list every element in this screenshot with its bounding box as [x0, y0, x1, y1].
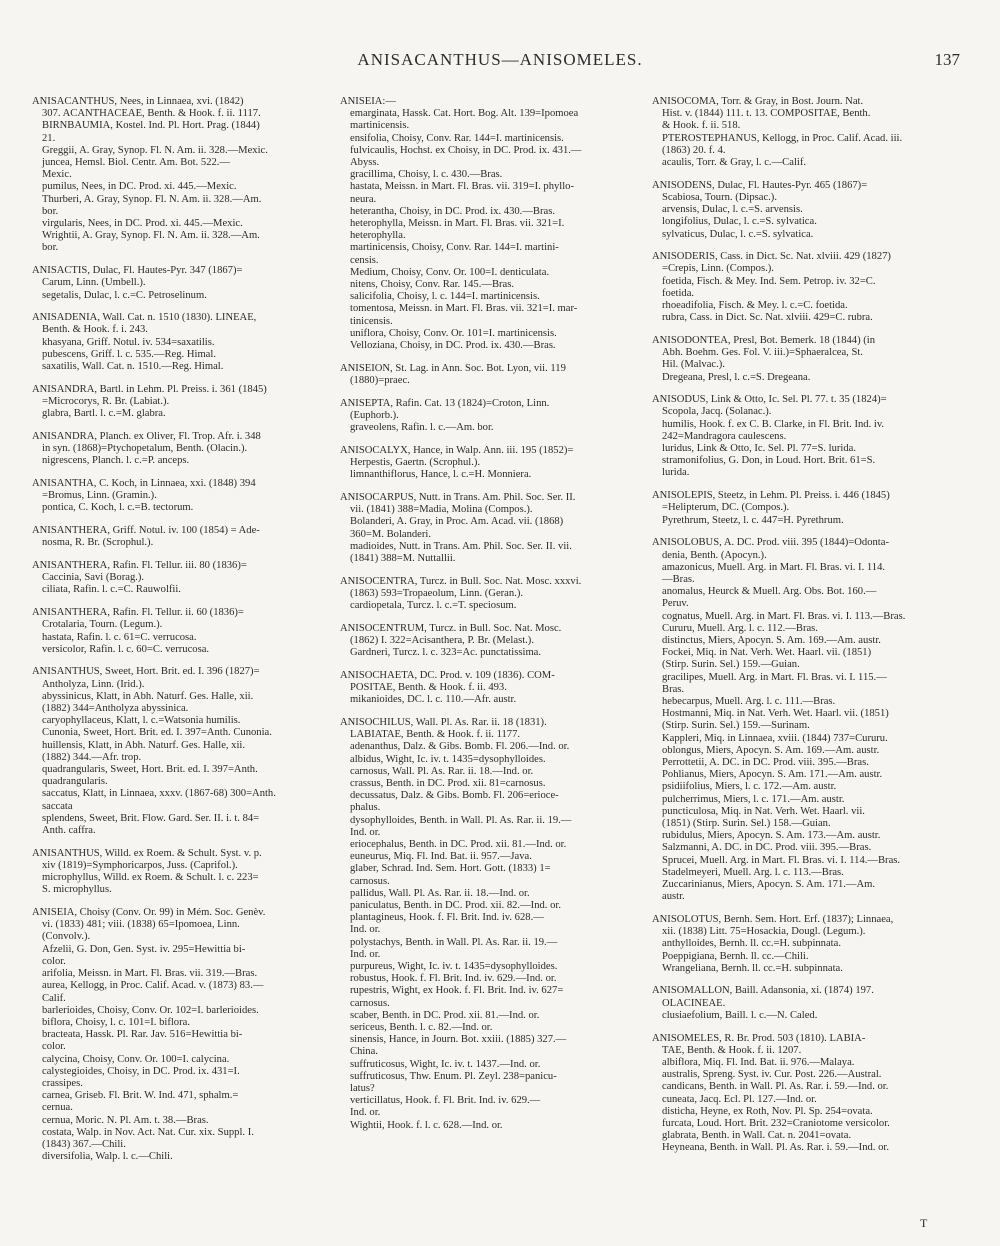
- entry-line: Crotalaria, Tourn. (Legum.).: [42, 619, 163, 631]
- entry-heading-line: ANISEPTA, Rafin. Cat. 13 (1824)=Croton, Linn.: [340, 397, 550, 409]
- entry: [340, 670, 632, 707]
- entry: [340, 576, 632, 613]
- entry: [340, 363, 632, 387]
- entry-line: color.: [42, 1041, 66, 1053]
- entry: [652, 180, 964, 241]
- entry-line: OLACINEAE.: [662, 997, 726, 1009]
- entry-line: (Euphorb.).: [350, 409, 399, 421]
- entry: [652, 490, 964, 527]
- entry-line: pumilus, Nees, in DC. Prod. xi. 445.—Mexic.: [42, 181, 237, 193]
- entry-line: POSITAE, Benth. & Hook. f. ii. 493.: [350, 682, 507, 694]
- entry-heading-line: ANISOMALLON, Baill. Adansonia, xi. (1874) 197.: [652, 985, 874, 997]
- entry-line: ensifolia, Choisy, Conv. Rar. 144=I. martinicensis.: [350, 132, 564, 144]
- entry-line: Perrottetii, A. DC. in DC. Prod. viii. 395.—Bras.: [662, 756, 869, 768]
- entry-line: rubidulus, Miers, Apocyn. S. Am. 173.—Am. austr.: [662, 830, 881, 842]
- entry-line: gracillima, Choisy, l. c. 430.—Bras.: [350, 169, 503, 181]
- entry-line: candicans, Benth. in Wall. Pl. As. Rar. i. 59.—Ind. or.: [662, 1081, 889, 1093]
- entry-line: barlerioides, Choisy, Conv. Or. 102=I. barlerioides.: [42, 1004, 259, 1016]
- entry-line: (1863) 593=Tropaeolum, Linn. (Geran.).: [350, 587, 523, 599]
- entry-line: phalus.: [350, 802, 381, 814]
- entry-line: (1862) I. 322=Acisanthera, P. Br. (Melast.).: [350, 634, 534, 646]
- entry-line: Hostmanni, Miq. in Nat. Verh. Wet. Haarl. vii. (1851): [662, 708, 889, 720]
- entry-line: nigrescens, Planch. l. c.=P. anceps.: [42, 455, 190, 467]
- entry-line: denia, Benth. (Apocyn.).: [662, 549, 767, 561]
- entry-line: cernua, Moric. N. Pl. Am. t. 38.—Bras.: [42, 1114, 209, 1126]
- entry-line: BIRNBAUMIA, Kostel. Ind. Pl. Hort. Prag. (1844): [42, 120, 260, 132]
- entry-line: Ind. or.: [350, 948, 381, 960]
- entry-line: tinicensis.: [350, 315, 393, 327]
- entry-line: longifolius, Dulac, l. c.=S. sylvatica.: [662, 216, 817, 228]
- entry-heading-line: ANISOCHILUS, Wall. Pl. As. Rar. ii. 18 (1831).: [340, 716, 547, 728]
- entry-line: carnea, Griseb. Fl. Brit. W. Ind. 471, sphalm.=: [42, 1090, 239, 1102]
- entry-line: Cururu, Muell. Arg. l. c. 112.—Bras.: [662, 622, 818, 634]
- entry-line: Medium, Choisy, Conv. Or. 100=I. denticulata.: [350, 266, 550, 278]
- entry-line: (Convolv.).: [42, 931, 91, 943]
- entry-line: censis.: [350, 254, 379, 266]
- entry-line: Wightii, Hook. f. l. c. 628.—Ind. or.: [350, 1119, 503, 1131]
- entry-line: caryophyllaceus, Klatt, l. c.=Watsonia humilis.: [42, 715, 241, 727]
- entry-line: gracilipes, Muell. Arg. in Mart. Fl. Bras. vi. I. 115.—: [662, 671, 887, 683]
- entry-line: —Bras.: [662, 573, 695, 585]
- entry-line: diversifolia, Walp. l. c.—Chili.: [42, 1151, 173, 1163]
- entry-line: hebecarpus, Muell. Arg. l. c. 111.—Bras.: [662, 695, 836, 707]
- entry-line: (1863) 20. f. 4.: [662, 144, 726, 156]
- entry-line: cuneata, Jacq. Ecl. Pl. 127.—Ind. or.: [662, 1093, 817, 1105]
- entry-heading-line: ANISOLEPIS, Steetz, in Lehm. Pl. Preiss. i. 446 (1845): [652, 490, 890, 502]
- entry-line: TAE, Benth. & Hook. f. ii. 1207.: [662, 1044, 802, 1056]
- entry-line: rhoeadifolia, Fisch. & Mey. l. c.=C. foetida.: [662, 300, 848, 312]
- entry-line: Ind. or.: [350, 1107, 381, 1119]
- entry-line: =Helipterum, DC. (Compos.).: [662, 502, 790, 514]
- entry-heading-line: ANISADENIA, Wall. Cat. n. 1510 (1830). LINEAE,: [32, 312, 257, 324]
- entry-line: Velloziana, Choisy, in DC. Prod. ix. 430.—Bras.: [350, 340, 556, 352]
- entry-line: abyssinicus, Klatt, in Abh. Naturf. Ges. Halle, xii.: [42, 690, 254, 702]
- entry-line: Ind. or.: [350, 924, 381, 936]
- entry-line: martinicensis.: [350, 120, 410, 132]
- entry-line: aurea, Kellogg, in Proc. Calif. Acad. v. (1873) 83.—: [42, 980, 264, 992]
- entry-heading-line: ANISACANTHUS, Nees, in Linnaea, xvi. (1842): [32, 96, 244, 107]
- entry-line: Bolanderi, A. Gray, in Proc. Am. Acad. vii. (1868): [350, 516, 564, 528]
- entry: [32, 560, 320, 597]
- entry-heading-line: ANISODERIS, Cass. in Dict. Sc. Nat. xlviii. 429 (1827): [652, 251, 891, 263]
- column-3: [652, 96, 964, 1165]
- entry-line: bor.: [42, 205, 59, 217]
- entry: [652, 985, 964, 1022]
- entry-line: Calif.: [42, 992, 66, 1004]
- entry-line: acaulis, Torr. & Gray, l. c.—Calif.: [662, 157, 807, 169]
- entry-line: S. microphyllus.: [42, 884, 112, 896]
- entry-line: Sprucei, Muell. Arg. in Mart. Fl. Bras. vi. I. 114.—Bras.: [662, 854, 901, 866]
- entry-line: Hil. (Malvac.).: [662, 359, 725, 371]
- entry-line: bracteata, Hassk. Pl. Rar. Jav. 516=Hewittia bi-: [42, 1029, 243, 1041]
- entry-line: PTEROSTEPHANUS, Kellogg, in Proc. Calif. Acad. iii.: [662, 132, 903, 144]
- entry: [652, 96, 964, 169]
- entry-line: furcata, Loud. Hort. Brit. 232=Craniotome versicolor.: [662, 1117, 890, 1129]
- entry: [32, 907, 320, 1163]
- entry-line: 360=M. Bolanderi.: [350, 528, 432, 540]
- entry-line: graveolens, Rafin. l. c.—Am. bor.: [350, 422, 494, 434]
- entry-line: heterophylla.: [350, 230, 406, 242]
- entry-line: 242=Mandragora caulescens.: [662, 430, 787, 442]
- entry-line: China.: [350, 1046, 378, 1058]
- entry-line: limnanthiflorus, Hance, l. c.=H. Monniera.: [350, 469, 532, 481]
- entry: [340, 492, 632, 565]
- entry-heading-line: ANISOCENTRUM, Turcz. in Bull. Soc. Nat. Mosc.: [340, 622, 562, 634]
- entry: [340, 96, 632, 352]
- entry-line: saccata: [42, 800, 73, 812]
- entry: [32, 384, 320, 421]
- entry-heading-line: ANISANDRA, Planch. ex Oliver, Fl. Trop. Afr. i. 348: [32, 430, 261, 442]
- entry-line: Afzelii, G. Don, Gen. Syst. iv. 295=Hewittia bi-: [42, 943, 246, 955]
- entry-line: 307. ACANTHACEAE, Benth. & Hook. f. ii. 1117.: [42, 108, 261, 120]
- entry: [32, 607, 320, 656]
- entry: [652, 1033, 964, 1155]
- entry-line: stramonifolius, G. Don, in Loud. Hort. Brit. 61=S.: [662, 455, 876, 467]
- entry-line: cardiopetala, Turcz. l. c.=T. speciosum.: [350, 600, 517, 612]
- entry-heading-line: ANISOCALYX, Hance, in Walp. Ann. iii. 195 (1852)=: [340, 444, 574, 456]
- entry-line: =Crepis, Linn. (Compos.).: [662, 263, 774, 275]
- entry-heading-line: ANISEIA, Choisy (Conv. Or. 99) in Mém. Soc. Genèv.: [32, 907, 266, 919]
- entry-heading-line: ANISEIA:—: [340, 96, 396, 107]
- entry-line: calycina, Choisy, Conv. Or. 100=I. calycina.: [42, 1053, 230, 1065]
- entry-line: neura.: [350, 193, 377, 205]
- entry-line: australis, Spreng. Syst. iv. Cur. Post. 226.—Austral.: [662, 1069, 882, 1081]
- entry-line: pulcherrimus, Miers, l. c. 171.—Am. austr.: [662, 793, 845, 805]
- entry-line: sericeus, Benth. l. c. 82.—Ind. or.: [350, 1022, 493, 1034]
- entry-line: robustus, Hook. f. Fl. Brit. Ind. iv. 629.—Ind. or.: [350, 973, 557, 985]
- entry-line: crassipes.: [42, 1077, 83, 1089]
- entry-line: Kappleri, Miq. in Linnaea, xviii. (1844) 737=Cururu.: [662, 732, 888, 744]
- entry-line: Greggii, A. Gray, Synop. Fl. N. Am. ii. 328.—Mexic.: [42, 144, 268, 156]
- entry-line: verticillatus, Hook. f. Fl. Brit. Ind. iv. 629.—: [350, 1095, 541, 1107]
- entry-line: in syn. (1868)=Ptychopetalum, Benth. (Olacin.).: [42, 443, 248, 455]
- running-title: ANISACANTHUS—ANISOMELES.: [357, 50, 643, 69]
- entry-line: purpureus, Wight, Ic. iv. t. 1435=dysophylloides.: [350, 961, 558, 972]
- entry-line: carnosus.: [350, 997, 390, 1009]
- entry-line: dysophylloides, Benth. in Wall. Pl. As. Rar. ii. 19.—: [350, 814, 572, 826]
- column-2: [340, 96, 632, 1142]
- entry-heading-line: ANISODENS, Dulac, Fl. Hautes-Pyr. 465 (1867)=: [652, 179, 868, 191]
- entry-line: Caccinia, Savi (Borag.).: [42, 572, 145, 584]
- entry-line: rupestris, Wight, ex Hook. f. Fl. Brit. Ind. iv. 627=: [350, 985, 564, 997]
- entry-line: color.: [42, 955, 66, 967]
- entry-line: decussatus, Dalz. & Gibs. Bomb. Fl. 206=erioce-: [350, 790, 559, 802]
- entry-line: =Bromus, Linn. (Gramin.).: [42, 490, 157, 502]
- entry-line: Bras.: [662, 683, 685, 695]
- entry-line: (1882) 344=Antholyza abyssinica.: [42, 703, 189, 715]
- entry-line: carnosus, Wall. Pl. As. Rar. ii. 18.—Ind. or.: [350, 765, 534, 777]
- entry-line: uniflora, Choisy, Conv. Or. 101=I. martinicensis.: [350, 327, 557, 339]
- entry-line: luridus, Link & Otto, Ic. Sel. Pl. 77=S. lurida.: [662, 443, 857, 455]
- entry-line: tomentosa, Meissn. in Mart. Fl. Bras. vii. 321=I. mar-: [350, 303, 578, 315]
- entry-line: eriocephalus, Benth. in DC. Prod. xii. 81.—Ind. or.: [350, 838, 567, 850]
- entry-line: Hist. v. (1844) 111. t. 13. COMPOSITAE, Benth.: [662, 108, 871, 120]
- entry-line: sylvaticus, Dulac, l. c.=S. sylvatica.: [662, 228, 814, 240]
- entry-line: scaber, Benth. in DC. Prod. xii. 81.—Ind. or.: [350, 1009, 540, 1021]
- entry-line: crassus, Benth. in DC. Prod. xii. 81=carnosus.: [350, 777, 546, 789]
- entry-line: (1843) 367.—Chili.: [42, 1138, 126, 1150]
- entry-line: glabrata, Benth. in Wall. Cat. n. 2041=ovata.: [662, 1130, 852, 1142]
- entry-line: hastata, Meissn. in Mart. Fl. Bras. vii. 319=I. phyllo-: [350, 181, 575, 193]
- entry-line: vi. (1833) 481; viii. (1838) 65=Ipomoea, Linn.: [42, 919, 240, 931]
- entry-line: suffruticosus, Thw. Enum. Pl. Zeyl. 238=panicu-: [350, 1070, 557, 1082]
- entry-line: Dregeana, Presl, l. c.=S. Dregeana.: [662, 371, 811, 383]
- entry-line: Wrightii, A. Gray, Synop. Fl. N. Am. ii. 328.—Am.: [42, 230, 260, 242]
- entry-heading-line: ANISODUS, Link & Otto, Ic. Sel. Pl. 77. t. 35 (1824)=: [652, 394, 887, 406]
- entry-line: quadrangularis.: [42, 776, 108, 788]
- entry-line: nitens, Choisy, Conv. Rar. 145.—Bras.: [350, 279, 515, 291]
- entry-heading-line: ANISOCOMA, Torr. & Gray, in Bost. Journ. Nat.: [652, 96, 864, 107]
- entry-line: Gardneri, Turcz. l. c. 323=Ac. punctatissima.: [350, 647, 542, 659]
- entry-line: nosma, R. Br. (Scrophul.).: [42, 537, 154, 549]
- entry-heading-line: ANISOCENTRA, Turcz. in Bull. Soc. Nat. Mosc. xxxvi.: [340, 575, 582, 587]
- entry-line: microphyllus, Willd. ex Roem. & Schult. l. c. 223=: [42, 872, 259, 884]
- entry-line: LABIATAE, Benth. & Hook. f. ii. 1177.: [350, 729, 521, 741]
- entry-heading-line: ANISOLOTUS, Bernh. Sem. Hort. Erf. (1837); Linnaea,: [652, 913, 894, 925]
- entry-line: Pyrethrum, Steetz, l. c. 447=H. Pyrethrum.: [662, 514, 844, 526]
- entry-line: martinicensis, Choisy, Conv. Rar. 144=I. martini-: [350, 242, 559, 254]
- entry: [32, 312, 320, 373]
- entry-line: pontica, C. Koch, l. c.=B. tectorum.: [42, 502, 194, 514]
- entry-line: carnosus.: [350, 875, 390, 887]
- entry-line: sinensis, Hance, in Journ. Bot. xxiii. (1885) 327.—: [350, 1034, 567, 1046]
- entry-line: austr.: [662, 891, 685, 903]
- entry: [652, 335, 964, 384]
- entry-line: Scabiosa, Tourn. (Dipsac.).: [662, 191, 777, 203]
- entry-line: Zuccarinianus, Miers, Apocyn. S. Am. 171.—Am.: [662, 878, 876, 890]
- entry-line: & Hook. f. ii. 518.: [662, 120, 741, 132]
- entry-line: puncticulosa, Miq. in Nat. Verh. Wet. Haarl. vii.: [662, 805, 865, 817]
- entry-line: (1851) (Stirp. Surin. Sel.) 158.—Guian.: [662, 817, 831, 829]
- entry-line: Anth. caffra.: [42, 825, 96, 837]
- page-header: [0, 50, 1000, 72]
- entry-line: clusiaefolium, Baill. l. c.—N. Caled.: [662, 1009, 818, 1021]
- entry-line: latus?: [350, 1083, 375, 1095]
- entry-line: polystachys, Benth. in Wall. Pl. As. Rar. ii. 19.—: [350, 936, 558, 948]
- entry-line: Scopola, Jacq. (Solanac.).: [662, 406, 772, 418]
- entry-line: saxatilis, Wall. Cat. n. 1510.—Reg. Himal.: [42, 361, 224, 373]
- entry-line: splendens, Sweet, Brit. Flow. Gard. Ser. II. i. t. 84=: [42, 812, 260, 824]
- entry-line: Abyss.: [350, 157, 380, 169]
- entry-line: hastata, Rafin. l. c. 61=C. verrucosa.: [42, 631, 197, 643]
- entry: [652, 537, 964, 903]
- entry-line: rubra, Cass. in Dict. Sc. Nat. xlviii. 429=C. rubra.: [662, 312, 873, 324]
- entry-line: adenanthus, Dalz. & Gibs. Bomb. Fl. 206.—Ind. or.: [350, 741, 570, 753]
- signature-mark: T: [920, 1216, 928, 1230]
- entry-line: Peruv.: [662, 598, 689, 610]
- entry: [652, 914, 964, 975]
- column-1: [32, 96, 320, 1174]
- entry-line: oblongus, Miers, Apocyn. S. Am. 169.—Am. austr.: [662, 744, 880, 756]
- entry-line: khasyana, Griff. Notul. iv. 534=saxatilis.: [42, 336, 215, 348]
- page-number: 137: [934, 50, 960, 69]
- entry: [32, 666, 320, 837]
- entry-line: Ind. or.: [350, 826, 381, 838]
- entry-line: glabra, Bartl. l. c.=M. glabra.: [42, 408, 166, 420]
- entry-heading-line: ANISANTHA, C. Koch, in Linnaea, xxi. (1848) 394: [32, 477, 256, 489]
- entry: [340, 623, 632, 660]
- entry-line: Wrangeliana, Bernh. ll. cc.=H. subpinnata.: [662, 962, 843, 974]
- entry-heading-line: ANISOCARPUS, Nutt. in Trans. Am. Phil. Soc. Ser. II.: [340, 491, 576, 503]
- entry-line: (1882) 344.—Afr. trop.: [42, 751, 142, 763]
- entry-line: Heyneana, Benth. in Wall. Pl. As. Rar. i. 59.—Ind. or.: [662, 1142, 889, 1154]
- entry-heading-line: ANISODONTEA, Presl, Bot. Bemerk. 18 (1844) (in: [652, 334, 876, 346]
- entry-line: euneurus, Miq. Fl. Ind. Bat. ii. 957.—Java.: [350, 851, 532, 863]
- entry-line: Antholyza, Linn. (Irid.).: [42, 678, 145, 690]
- entry-line: albiflora, Miq. Fl. Ind. Bat. ii. 976.—Malaya.: [662, 1056, 855, 1068]
- entry: [652, 394, 964, 479]
- entry-line: vii. (1841) 388=Madia, Molina (Compos.).: [350, 504, 533, 516]
- entry-heading-line: ANISEION, St. Lag. in Ann. Soc. Bot. Lyon, vii. 119: [340, 362, 566, 374]
- entry-line: Mexic.: [42, 169, 72, 181]
- entry: [32, 478, 320, 515]
- entry-line: heterantha, Choisy, in DC. Prod. ix. 430.—Bras.: [350, 205, 555, 217]
- entry-line: (Stirp. Surin. Sel.) 159.—Surinam.: [662, 720, 810, 732]
- entry-line: heterophylla, Meissn. in Mart. Fl. Bras. vii. 321=I.: [350, 218, 565, 230]
- entry-line: Abh. Boehm. Ges. Fol. V. iii.)=Sphaeralcea, St.: [662, 347, 863, 359]
- entry: [32, 265, 320, 302]
- entry-line: glaber, Schrad. Ind. Sem. Hort. Gott. (1833) 1=: [350, 863, 551, 875]
- entry-line: albidus, Wight, Ic. iv. t. 1435=dysophylloides.: [350, 753, 546, 765]
- entry-line: amazonicus, Muell. Arg. in Mart. Fl. Bras. vi. I. 114.: [662, 561, 886, 573]
- entry-line: bor.: [42, 242, 59, 254]
- entry-line: anthylloides, Bernh. ll. cc.=H. subpinnata.: [662, 938, 841, 950]
- entry-line: arvensis, Dulac, l. c.=S. arvensis.: [662, 204, 803, 216]
- entry-line: arifolia, Meissn. in Mart. Fl. Bras. vii. 319.—Bras.: [42, 968, 258, 980]
- entry-line: juncea, Hemsl. Biol. Centr. Am. Bot. 522.—: [42, 157, 231, 169]
- entry-line: xii. (1838) Litt. 75=Hosackia, Dougl. (Legum.).: [662, 926, 866, 938]
- entry-line: Fockei, Miq. in Nat. Verh. Wet. Haarl. vii. (1851): [662, 647, 872, 659]
- entry-line: biflora, Choisy, l. c. 101=I. biflora.: [42, 1016, 190, 1028]
- entry-line: Salzmanni, A. DC. in DC. Prod. viii. 395.—Bras.: [662, 842, 872, 854]
- entry-heading-line: ANISACTIS, Dulac, Fl. Hautes-Pyr. 347 (1867)=: [32, 265, 243, 277]
- entry-line: Thurberi, A. Gray, Synop. Fl. N. Am. ii. 328.—Am.: [42, 193, 262, 205]
- entry-line: paniculatus, Benth. in DC. Prod. xii. 82.—Ind. or.: [350, 899, 561, 911]
- entry-line: psidiifolius, Miers, l. c. 172.—Am. austr.: [662, 781, 837, 793]
- entry-line: foetida, Fisch. & Mey. Ind. Sem. Petrop. iv. 32=C.: [662, 275, 876, 287]
- entry-line: 21.: [42, 132, 56, 144]
- entry-line: disticha, Heyne, ex Roth, Nov. Pl. Sp. 254=ovata.: [662, 1105, 873, 1117]
- entry: [340, 717, 632, 1132]
- entry-line: foetida.: [662, 287, 695, 299]
- entry-heading-line: ANISANTHUS, Sweet, Hort. Brit. ed. I. 396 (1827)=: [32, 666, 260, 678]
- entry: [32, 96, 320, 255]
- entry-line: costata, Walp. in Nov. Act. Nat. Cur. xix. Suppl. I.: [42, 1126, 254, 1138]
- entry-line: Stadelmeyeri, Muell. Arg. l. c. 113.—Bras.: [662, 866, 844, 878]
- entry-heading-line: ANISANTHERA, Griff. Notul. iv. 100 (1854) = Ade-: [32, 525, 260, 537]
- entry-line: =Microcorys, R. Br. (Labiat.).: [42, 395, 170, 407]
- entry-line: salicifolia, Choisy, l. c. 144=I. martinicensis.: [350, 291, 540, 303]
- entry-line: plantagineus, Hook. f. Fl. Brit. Ind. iv. 628.—: [350, 912, 544, 924]
- entry: [340, 445, 632, 482]
- entry-line: calystegioides, Choisy, in DC. Prod. ix. 431=I.: [42, 1065, 240, 1077]
- entry-heading-line: ANISOCHAETA, DC. Prod. v. 109 (1836). COM-: [340, 669, 555, 681]
- entry-line: anomalus, Heurck & Muell. Arg. Obs. Bot. 160.—: [662, 586, 877, 598]
- entry-line: mikanioides, DC. l. c. 110.—Afr. austr.: [350, 694, 517, 706]
- entry: [32, 848, 320, 897]
- entry-line: madioides, Nutt. in Trans. Am. Phil. Soc. Ser. II. vii.: [350, 540, 572, 552]
- entry: [32, 431, 320, 468]
- entry: [652, 251, 964, 324]
- entry-line: Cunonia, Sweet, Hort. Brit. ed. I. 397=Anth. Cunonia.: [42, 727, 272, 739]
- entry-heading-line: ANISANTHERA, Rafin. Fl. Tellur. ii. 60 (1836)=: [32, 607, 244, 619]
- entry-line: Pohlianus, Miers, Apocyn. S. Am. 171.—Am. austr.: [662, 769, 883, 781]
- entry-line: quadrangularis, Sweet, Hort. Brit. ed. I. 397=Anth.: [42, 764, 258, 776]
- entry-line: (1880)=praec.: [350, 374, 410, 386]
- entry-line: virgularis, Nees, in DC. Prod. xi. 445.—Mexic.: [42, 218, 243, 230]
- entry-line: cernua.: [42, 1102, 73, 1114]
- entry-line: pallidus, Wall. Pl. As. Rar. ii. 18.—Ind. or.: [350, 887, 530, 899]
- entry-line: lurida.: [662, 467, 690, 479]
- entry-heading-line: ANISANTHERA, Rafin. Fl. Tellur. iii. 80 (1836)=: [32, 560, 247, 571]
- entry-line: ciliata, Rafin. l. c.=C. Rauwolfii.: [42, 584, 181, 596]
- entry-line: versicolor, Rafin. l. c. 60=C. verrucosa.: [42, 643, 210, 655]
- entry-line: emarginata, Hassk. Cat. Hort. Bog. Alt. 139=Ipomoea: [350, 108, 579, 120]
- entry-line: Benth. & Hook. f. i. 243.: [42, 324, 148, 336]
- entry-line: suffruticosus, Wight, Ic. iv. t. 1437.—Ind. or.: [350, 1058, 541, 1070]
- entry-heading-line: ANISANDRA, Bartl. in Lehm. Pl. Preiss. i. 361 (1845): [32, 383, 267, 395]
- entry-line: cognatus, Muell. Arg. in Mart. Fl. Bras. vi. I. 113.—Bras.: [662, 610, 906, 622]
- entry-line: pubescens, Griff. l. c. 535.—Reg. Himal.: [42, 348, 216, 360]
- entry-line: xiv (1819)=Symphoricarpos, Juss. (Caprifol.).: [42, 859, 238, 871]
- entry-line: (Stirp. Surin. Sel.) 159.—Guian.: [662, 659, 800, 671]
- entry-line: fulvicaulis, Hochst. ex Choisy, in DC. Prod. ix. 431.—: [350, 144, 582, 156]
- entry-line: distinctus, Miers, Apocyn. S. Am. 169.—Am. austr.: [662, 634, 881, 646]
- entry-line: segetalis, Dulac, l. c.=C. Petroselinum.: [42, 289, 207, 301]
- entry-line: humilis, Hook. f. ex C. B. Clarke, in Fl. Brit. Ind. iv.: [662, 418, 885, 430]
- entry-heading-line: ANISANTHUS, Willd. ex Roem. & Schult. Syst. v. p.: [32, 847, 262, 859]
- entry: [32, 525, 320, 549]
- entry-line: Carum, Linn. (Umbell.).: [42, 277, 146, 289]
- entry-line: saccatus, Klatt, in Linnaea, xxxv. (1867-68) 300=Anth.: [42, 788, 276, 800]
- entry-line: huillensis, Klatt, in Abh. Naturf. Ges. Halle, xii.: [42, 739, 246, 751]
- entry-line: Poeppigiana, Bernh. ll. cc.—Chili.: [662, 950, 809, 962]
- entry: [340, 398, 632, 435]
- entry-line: Herpestis, Gaertn. (Scrophul.).: [350, 456, 481, 468]
- entry-heading-line: ANISOLOBUS, A. DC. Prod. viii. 395 (1844)=Odonta-: [652, 537, 889, 549]
- entry-heading-line: ANISOMELES, R. Br. Prod. 503 (1810). LABIA-: [652, 1032, 866, 1044]
- entry-line: (1841) 388=M. Nuttallii.: [350, 552, 456, 564]
